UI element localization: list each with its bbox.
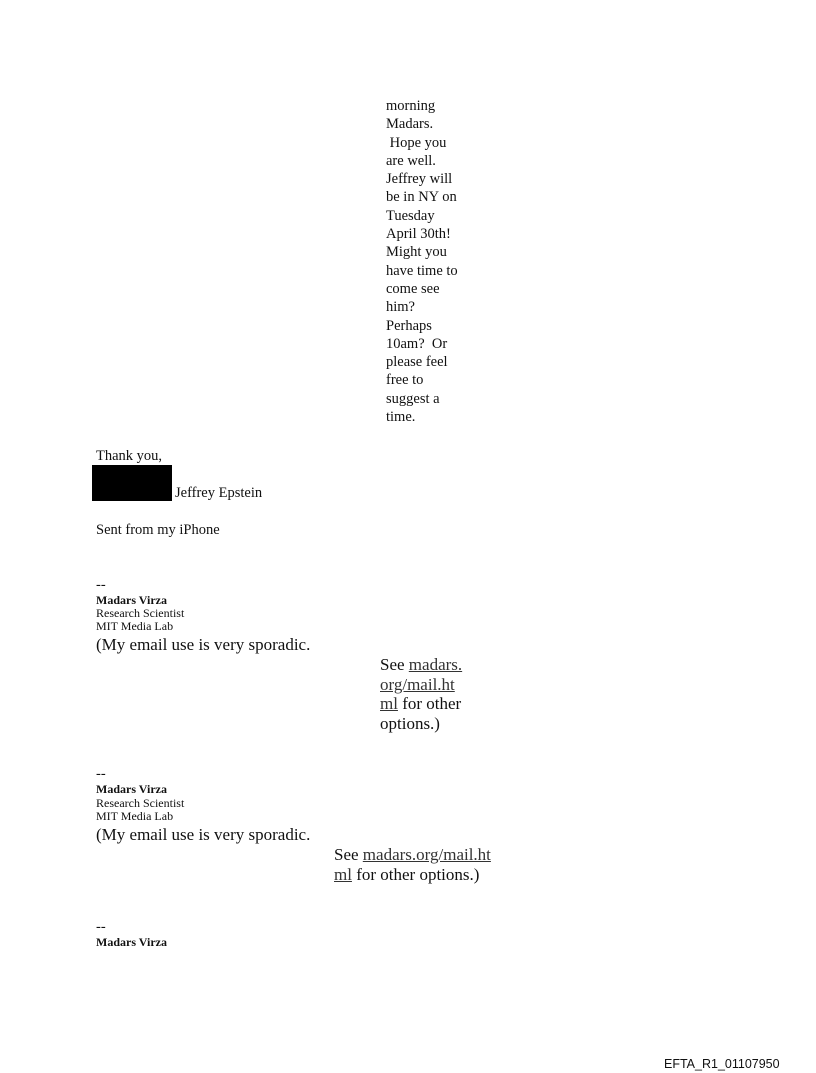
body-line: Hope you [386,134,447,151]
signature-name: Madars Virza [96,935,167,949]
signature-title: Research Scientist [96,796,185,810]
mail-link[interactable]: ml [334,864,352,884]
body-line: please feel [386,354,448,371]
mail-link[interactable]: org/mail.ht [380,674,455,694]
body-line: Perhaps [386,317,432,334]
signature-note: (My email use is very sporadic. [96,635,311,654]
body-line: suggest a [386,390,440,407]
signature-name: Madars Virza [96,593,167,607]
body-line: April 30th! [386,226,451,243]
signature-dash: -- [96,577,106,593]
signature-dash: -- [96,919,106,935]
see-text: See [380,655,405,674]
redaction-box [92,465,172,501]
body-line: Jeffrey will [386,171,453,188]
body-line: have time to [386,262,458,279]
mail-link[interactable]: madars.org/mail.ht [362,845,491,864]
signature-title: Research Scientist [96,606,185,620]
body-line: Tuesday [386,207,435,224]
sender-name: Jeffrey Epstein [175,485,263,501]
signature-name: Madars Virza [96,782,167,796]
body-line: morning [386,98,436,114]
body-line: time. [386,409,416,426]
signature-org: MIT Media Lab [96,619,174,633]
see-text: See [334,845,359,864]
body-line: Might you [386,244,447,261]
signature-options [380,655,462,733]
body-line: come see [386,280,440,297]
message-body [386,97,458,426]
body-line: be in NY on [386,189,457,206]
body-line: are well. [386,152,436,169]
mail-link[interactable]: madars. [408,655,463,674]
mail-link[interactable]: ml [380,694,398,713]
closing-text: Thank you, [96,448,163,464]
signature-options [334,845,491,884]
body-line: him? [386,299,415,316]
options-text: for other [397,694,462,713]
options-text: options.) [380,713,440,733]
body-line: free to [386,372,424,389]
signature-org: MIT Media Lab [96,809,174,823]
body-line: Madars. [386,116,434,133]
options-text: for other options.) [351,864,480,884]
signature-note: (My email use is very sporadic. [96,825,311,844]
sent-from-text: Sent from my iPhone [96,522,220,538]
document-id: EFTA_R1_01107950 [664,1057,780,1071]
signature-dash: -- [96,766,106,782]
body-line: 10am? Or [386,335,448,352]
